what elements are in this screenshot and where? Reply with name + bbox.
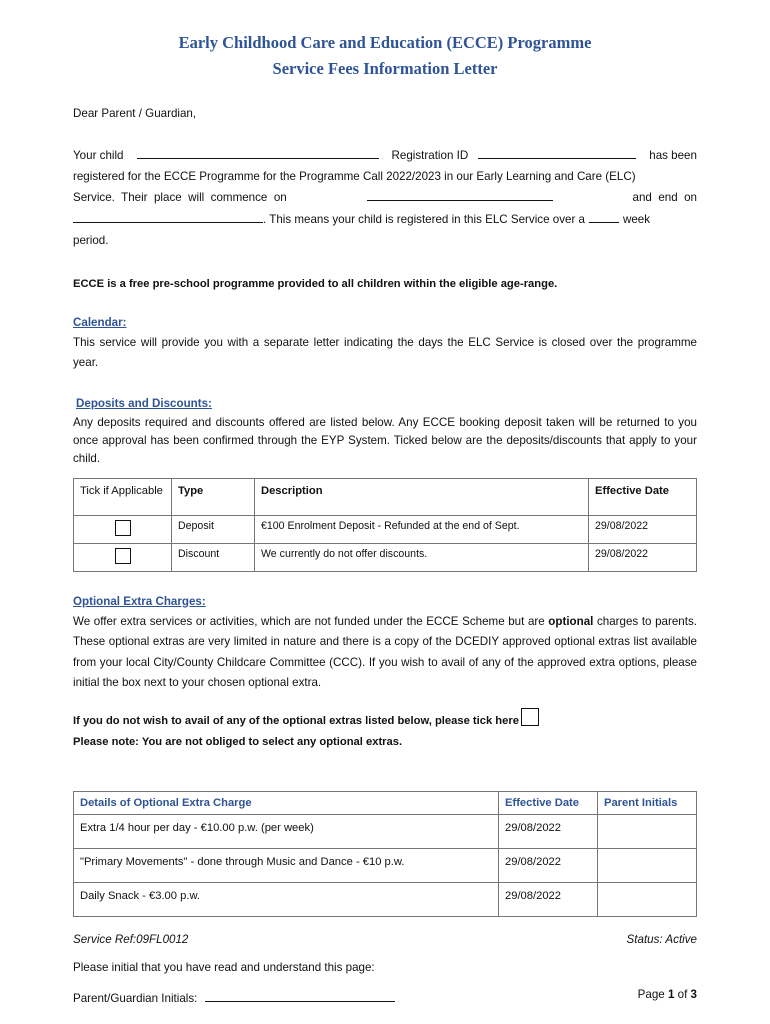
details-cell: "Primary Movements" - done through Music and Dance - €10 p.w. (74, 848, 499, 882)
optional-extras-table (73, 791, 697, 917)
details-cell: Daily Snack - €3.00 p.w. (74, 882, 499, 916)
col-type-header: Type (172, 478, 255, 515)
service-commence-text: Service. Their place will commence on (73, 191, 287, 205)
free-statement: ECCE is a free pre-school programme provided to all children within the eligible age-range. (73, 277, 558, 290)
details-cell: Extra 1/4 hour per day - €10.00 p.w. (per week) (74, 814, 499, 848)
deposits-heading: Deposits and Discounts: (76, 396, 212, 410)
date-cell: 29/08/2022 (589, 543, 697, 571)
date-cell: 29/08/2022 (499, 814, 598, 848)
no-avail-line (73, 708, 697, 732)
table-row (74, 814, 697, 848)
date-cell: 29/08/2022 (499, 882, 598, 916)
col-description-header: Description (255, 478, 589, 515)
date-cell: 29/08/2022 (589, 515, 697, 543)
optional-text (73, 612, 697, 694)
description-cell: We currently do not offer discounts. (255, 543, 589, 571)
weeks-field[interactable] (589, 209, 619, 223)
type-cell: Discount (172, 543, 255, 571)
registration-id-field[interactable] (478, 145, 636, 159)
parent-initials-label: Parent/Guardian Initials: (73, 992, 198, 1006)
tick-cell (74, 543, 172, 571)
your-child-label: Your child (73, 148, 124, 162)
calendar-heading: Calendar: (73, 315, 127, 329)
date-cell: 29/08/2022 (499, 848, 598, 882)
optional-text-before: We offer extra services or activities, which are not funded under the ECCE Scheme but are (73, 614, 549, 628)
table-row (74, 515, 697, 543)
service-status: Status: Active (626, 932, 697, 946)
intro-paragraph (73, 145, 697, 252)
letter-title (73, 30, 697, 82)
table-row (74, 848, 697, 882)
service-ref: Service Ref:09FL0012 (73, 932, 189, 946)
intro-line-2: registered for the ECCE Programme for the Programme Call 2022/2023 in our Early Learning and Care (ELC) (73, 169, 636, 183)
initials-input-cell[interactable] (598, 882, 697, 916)
child-name-field[interactable] (137, 145, 379, 159)
footer-ref-row (73, 933, 697, 946)
table-row (74, 882, 697, 916)
period-text: period. (73, 233, 109, 247)
col-tick-header: Tick if Applicable (74, 478, 172, 515)
optional-text-after: charges to parents. These optional extras are very limited in nature and there is a copy of the DCEDIY approved optional extras list available from your local City/County Childcare Committee (CCC). If you wish to avail of any of the approved extra options, please initial the box next to your chosen optional extra. (73, 614, 697, 690)
calendar-text: This service will provide you with a separate letter indicating the days the ELC Service is closed over the programme year. (73, 335, 697, 370)
page-current: 1 (667, 988, 675, 1002)
table-row (74, 543, 697, 571)
title-line-2: Service Fees Information Letter (272, 59, 498, 78)
type-cell: Deposit (172, 515, 255, 543)
no-extras-checkbox[interactable] (521, 708, 539, 726)
end-date-field[interactable] (73, 209, 263, 223)
registration-id-label: Registration ID (391, 148, 469, 162)
initials-line (73, 988, 399, 1005)
description-cell: €100 Enrolment Deposit - Refunded at the end of Sept. (255, 515, 589, 543)
col-parent-initials-header: Parent Initials (598, 791, 697, 814)
deposits-table (73, 478, 697, 572)
greeting: Dear Parent / Guardian, (73, 107, 197, 120)
start-date-field[interactable] (367, 187, 553, 201)
optional-note: Please note: You are not obliged to select any optional extras. (73, 735, 403, 748)
deposits-text: Any deposits required and discounts offered are listed below. Any ECCE booking deposit taken will be returned to you once approval has been confirmed through the EYP System. Ticked below are the deposits/discounts that apply to your child. (73, 415, 697, 465)
no-avail-text: If you do not wish to avail of any of the optional extras listed below, please tick here (73, 714, 519, 727)
initial-instruction: Please initial that you have read and understand this page: (73, 960, 375, 974)
tick-cell (74, 515, 172, 543)
optional-heading: Optional Extra Charges: (73, 594, 206, 608)
has-been-text: has been (649, 148, 697, 162)
title-line-1: Early Childhood Care and Education (ECCE) Programme (178, 33, 592, 52)
page-prefix: Page (637, 988, 665, 1002)
deposit-checkbox[interactable] (115, 520, 131, 536)
page-number (638, 988, 697, 1005)
parent-initials-field[interactable] (205, 988, 395, 1002)
and-end-on-text: and end on (632, 191, 697, 205)
initials-input-cell[interactable] (598, 848, 697, 882)
optional-header-row (74, 791, 697, 814)
discount-checkbox[interactable] (115, 548, 131, 564)
initials-input-cell[interactable] (598, 814, 697, 848)
page-of: of (677, 988, 688, 1002)
col-details-header: Details of Optional Extra Charge (74, 791, 499, 814)
means-text: . This means your child is registered in this ELC Service over a (263, 213, 585, 227)
col-effective-date-header: Effective Date (499, 791, 598, 814)
deposits-header-row (74, 478, 697, 515)
page-total: 3 (690, 988, 697, 1002)
optional-text-bold: optional (548, 614, 594, 628)
bottom-row (73, 988, 697, 1005)
week-text: week (622, 213, 651, 227)
col-date-header: Effective Date (589, 478, 697, 515)
